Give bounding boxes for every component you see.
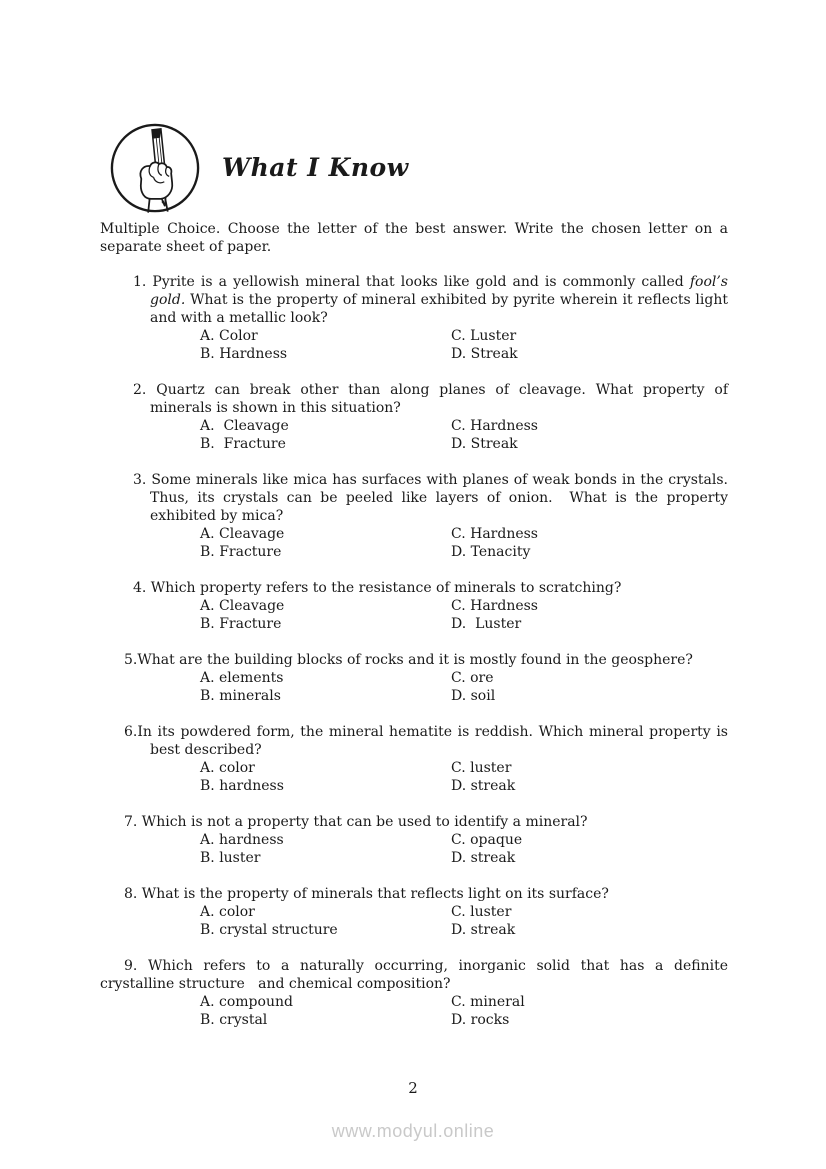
question-text-before: 7. Which is not a property that can be used to identify a mineral? bbox=[124, 814, 588, 830]
question-text bbox=[100, 381, 728, 417]
option-b: B. Fracture bbox=[200, 616, 282, 632]
option-d: D. Tenacity bbox=[451, 544, 531, 560]
question-item bbox=[100, 885, 728, 939]
option-b: B. luster bbox=[200, 850, 261, 866]
question-text bbox=[100, 813, 728, 831]
instructions-text: Multiple Choice. Choose the letter of the best answer. Write the chosen letter on a separate sheet of paper. bbox=[100, 221, 728, 255]
option-c: C. luster bbox=[451, 760, 512, 776]
option-a: A. Cleavage bbox=[200, 526, 285, 542]
question-text-before: 8. What is the property of minerals that reflects light on its surface? bbox=[124, 886, 609, 902]
option-b: B. minerals bbox=[200, 688, 281, 704]
option-c: C. Hardness bbox=[451, 418, 538, 434]
option-a: A. Cleavage bbox=[200, 418, 289, 434]
question-item bbox=[100, 723, 728, 795]
question-item bbox=[100, 381, 728, 453]
option-a: A. color bbox=[200, 904, 255, 920]
page-number: 2 bbox=[408, 1079, 418, 1097]
question-text-italic: fool’s gold. bbox=[150, 274, 728, 308]
option-b: B. crystal structure bbox=[200, 922, 338, 938]
question-text-before: 4. Which property refers to the resistance of minerals to scratching? bbox=[133, 580, 622, 596]
option-grid bbox=[100, 993, 728, 1029]
option-c: C. ore bbox=[451, 670, 494, 686]
question-text bbox=[100, 579, 728, 597]
option-b: B. Hardness bbox=[200, 346, 288, 362]
option-a: A. Cleavage bbox=[200, 598, 285, 614]
question-text-before: 1. Pyrite is a yellowish mineral that looks like gold and is commonly called bbox=[133, 274, 690, 290]
option-grid bbox=[100, 327, 728, 363]
option-c: C. mineral bbox=[451, 994, 525, 1010]
option-d: D. streak bbox=[451, 778, 516, 794]
option-a: A. Color bbox=[200, 328, 258, 344]
question-text bbox=[100, 723, 728, 759]
question-text bbox=[100, 885, 728, 903]
option-c: C. Hardness bbox=[451, 526, 538, 542]
question-text-before: 3. Some minerals like mica has surfaces with planes of weak bonds in the crystals. Thus, its crystals can be peeled like layers of onion. What is the property exhibited by mica? bbox=[133, 472, 728, 524]
option-d: D. rocks bbox=[451, 1012, 510, 1028]
option-c: C. opaque bbox=[451, 832, 523, 848]
option-d: D. streak bbox=[451, 850, 516, 866]
option-grid bbox=[100, 597, 728, 633]
option-c: C. Luster bbox=[451, 328, 517, 344]
option-a: A. hardness bbox=[200, 832, 284, 848]
option-grid bbox=[100, 903, 728, 939]
question-text-before: 9. Which refers to a naturally occurring, inorganic solid that has a definite crystalline structure and chemical composition? bbox=[100, 958, 728, 992]
option-a: A. color bbox=[200, 760, 255, 776]
question-text-before: 6.In its powdered form, the mineral hematite is reddish. Which mineral property is best described? bbox=[124, 724, 728, 758]
question-item bbox=[100, 579, 728, 633]
option-a: A. elements bbox=[200, 670, 284, 686]
option-b: B. hardness bbox=[200, 778, 284, 794]
option-b: B. Fracture bbox=[200, 436, 286, 452]
option-d: D. Luster bbox=[451, 616, 522, 632]
page-content bbox=[100, 220, 728, 1047]
question-list bbox=[100, 273, 728, 1029]
question-item bbox=[100, 273, 728, 363]
option-grid bbox=[100, 417, 728, 453]
option-grid bbox=[100, 831, 728, 867]
question-text bbox=[100, 651, 728, 669]
question-item bbox=[100, 813, 728, 867]
watermark-text: www.modyul.online bbox=[331, 1121, 495, 1141]
option-d: D. Streak bbox=[451, 346, 518, 362]
section-title: What I Know bbox=[222, 153, 409, 182]
question-text bbox=[100, 471, 728, 525]
hand-holding-pencil-icon bbox=[108, 121, 202, 219]
question-text bbox=[100, 957, 728, 993]
question-text-after: What is the property of mineral exhibited by pyrite wherein it reflects light and with a metallic look? bbox=[150, 292, 728, 326]
option-c: C. luster bbox=[451, 904, 512, 920]
question-text-before: 5.What are the building blocks of rocks and it is mostly found in the geosphere? bbox=[124, 652, 693, 668]
option-grid bbox=[100, 525, 728, 561]
option-b: B. crystal bbox=[200, 1012, 268, 1028]
option-b: B. Fracture bbox=[200, 544, 282, 560]
question-item bbox=[100, 471, 728, 561]
question-text-before: 2. Quartz can break other than along planes of cleavage. What property of minerals is shown in this situation? bbox=[133, 382, 728, 416]
question-item bbox=[100, 957, 728, 1029]
question-item bbox=[100, 651, 728, 705]
option-grid bbox=[100, 759, 728, 795]
option-d: D. soil bbox=[451, 688, 496, 704]
option-d: D. Streak bbox=[451, 436, 518, 452]
option-d: D. streak bbox=[451, 922, 516, 938]
option-c: C. Hardness bbox=[451, 598, 538, 614]
question-text bbox=[100, 273, 728, 327]
option-grid bbox=[100, 669, 728, 705]
option-a: A. compound bbox=[200, 994, 293, 1010]
